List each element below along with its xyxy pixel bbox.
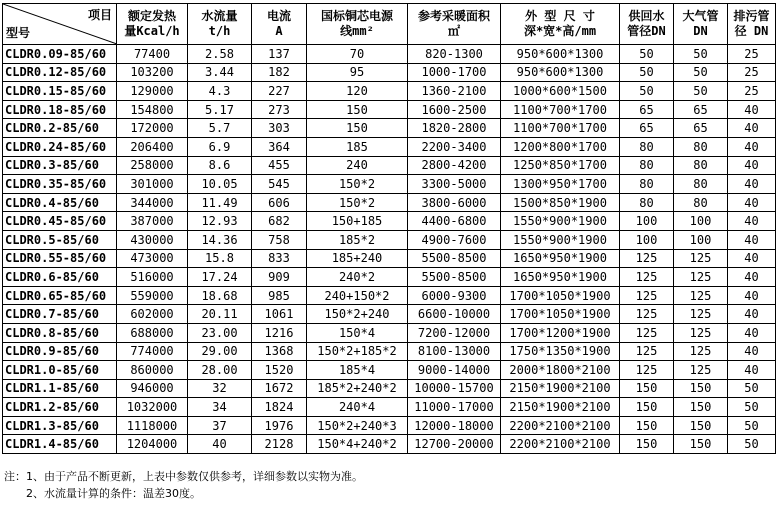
table-cell: 80 xyxy=(674,156,728,175)
table-cell: 1500*850*1900 xyxy=(501,193,620,212)
col-header-line: 国标铜芯电源 xyxy=(320,9,393,23)
table-row xyxy=(3,286,776,305)
col-header xyxy=(188,4,252,45)
table-cell: 820-1300 xyxy=(408,45,501,64)
table-cell: 25 xyxy=(728,63,776,82)
model-cell: CLDR0.24-85/60 xyxy=(3,137,117,156)
table-cell: 860000 xyxy=(117,361,188,380)
model-cell: CLDR1.2-85/60 xyxy=(3,398,117,417)
table-cell: 37 xyxy=(188,416,252,435)
model-cell: CLDR0.35-85/60 xyxy=(3,175,117,194)
table-cell: 40 xyxy=(728,175,776,194)
table-cell: 1118000 xyxy=(117,416,188,435)
table-cell: 5500-8500 xyxy=(408,249,501,268)
model-cell: CLDR0.45-85/60 xyxy=(3,212,117,231)
table-cell: 240 xyxy=(307,156,408,175)
table-cell: 150+185 xyxy=(307,212,408,231)
table-cell: 6.9 xyxy=(188,137,252,156)
table-cell: 125 xyxy=(674,361,728,380)
table-cell: 40 xyxy=(728,361,776,380)
model-cell: CLDR1.1-85/60 xyxy=(3,379,117,398)
table-cell: 50 xyxy=(728,398,776,417)
table-cell: 12.93 xyxy=(188,212,252,231)
table-cell: 10000-15700 xyxy=(408,379,501,398)
col-header-line: 线mm² xyxy=(340,24,374,38)
table-cell: 150 xyxy=(307,119,408,138)
table-cell: 946000 xyxy=(117,379,188,398)
table-cell: 150*2+240*3 xyxy=(307,416,408,435)
table-cell: 2200*2100*2100 xyxy=(501,416,620,435)
table-row xyxy=(3,63,776,82)
col-header-line: 大气管 xyxy=(682,9,719,23)
table-cell: 40 xyxy=(728,193,776,212)
table-cell: 80 xyxy=(620,156,674,175)
table-cell: 50 xyxy=(728,416,776,435)
col-header-line: 额定发热 xyxy=(127,9,176,23)
col-header-line: 供回水 xyxy=(628,9,665,23)
table-cell: 100 xyxy=(620,212,674,231)
model-cell: CLDR0.8-85/60 xyxy=(3,323,117,342)
table-row xyxy=(3,137,776,156)
col-header-line: A xyxy=(275,24,283,38)
table-cell: 185*2 xyxy=(307,230,408,249)
table-cell: 40 xyxy=(728,100,776,119)
table-cell: 1600-2500 xyxy=(408,100,501,119)
table-cell: 150 xyxy=(620,435,674,454)
table-cell: 559000 xyxy=(117,286,188,305)
table-cell: 430000 xyxy=(117,230,188,249)
table-cell: 50 xyxy=(728,379,776,398)
table-cell: 23.00 xyxy=(188,323,252,342)
table-cell: 5500-8500 xyxy=(408,268,501,287)
table-cell: 40 xyxy=(728,286,776,305)
table-cell: 100 xyxy=(674,230,728,249)
table-cell: 40 xyxy=(728,137,776,156)
table-cell: 40 xyxy=(188,435,252,454)
table-cell: 32 xyxy=(188,379,252,398)
col-header xyxy=(501,4,620,45)
model-cell: CLDR1.3-85/60 xyxy=(3,416,117,435)
table-cell: 40 xyxy=(728,249,776,268)
table-body xyxy=(3,45,776,454)
table-cell: 77400 xyxy=(117,45,188,64)
table-cell: 3.44 xyxy=(188,63,252,82)
table-cell: 240*2 xyxy=(307,268,408,287)
col-header-line: 深*宽*高/mm xyxy=(523,24,597,38)
model-cell: CLDR0.7-85/60 xyxy=(3,305,117,324)
table-cell: 80 xyxy=(674,137,728,156)
table-cell: 40 xyxy=(728,156,776,175)
table-row xyxy=(3,361,776,380)
table-cell: 387000 xyxy=(117,212,188,231)
table-row xyxy=(3,212,776,231)
table-cell: 1200*800*1700 xyxy=(501,137,620,156)
col-header-line: 管径DN xyxy=(627,24,666,38)
col-header-line: 径 DN xyxy=(734,24,769,38)
table-cell: 150 xyxy=(620,416,674,435)
table-cell: 1550*900*1900 xyxy=(501,212,620,231)
table-cell: 4400-6800 xyxy=(408,212,501,231)
col-header xyxy=(620,4,674,45)
table-cell: 150*2 xyxy=(307,175,408,194)
model-cell: CLDR0.6-85/60 xyxy=(3,268,117,287)
table-cell: 545 xyxy=(252,175,307,194)
table-cell: 40 xyxy=(728,305,776,324)
table-cell: 1216 xyxy=(252,323,307,342)
col-header-line: 外 型 尺 寸 xyxy=(525,9,595,23)
table-cell: 125 xyxy=(674,342,728,361)
table-row xyxy=(3,119,776,138)
table-row xyxy=(3,193,776,212)
model-cell: CLDR0.18-85/60 xyxy=(3,100,117,119)
table-cell: 5.7 xyxy=(188,119,252,138)
model-cell: CLDR1.4-85/60 xyxy=(3,435,117,454)
col-header-line: 排污管 xyxy=(733,9,770,23)
table-row xyxy=(3,82,776,101)
table-cell: 602000 xyxy=(117,305,188,324)
table-cell: 1000-1700 xyxy=(408,63,501,82)
table-cell: 273 xyxy=(252,100,307,119)
table-cell: 50 xyxy=(620,82,674,101)
col-header-line: 量Kcal/h xyxy=(124,24,180,38)
table-cell: 1700*1200*1900 xyxy=(501,323,620,342)
table-cell: 455 xyxy=(252,156,307,175)
table-cell: 125 xyxy=(620,342,674,361)
model-cell: CLDR0.65-85/60 xyxy=(3,286,117,305)
table-row xyxy=(3,342,776,361)
table-cell: 129000 xyxy=(117,82,188,101)
table-cell: 80 xyxy=(620,193,674,212)
table-cell: 29.00 xyxy=(188,342,252,361)
table-cell: 50 xyxy=(620,63,674,82)
table-cell: 182 xyxy=(252,63,307,82)
table-cell: 1250*850*1700 xyxy=(501,156,620,175)
table-cell: 40 xyxy=(728,230,776,249)
table-cell: 12000-18000 xyxy=(408,416,501,435)
table-cell: 150*2+185*2 xyxy=(307,342,408,361)
table-cell: 50 xyxy=(674,82,728,101)
col-header-line: ㎡ xyxy=(447,24,460,38)
table-cell: 950*600*1300 xyxy=(501,45,620,64)
model-label: 型号 xyxy=(6,26,31,40)
table-cell: 1820-2800 xyxy=(408,119,501,138)
table-cell: 185*2+240*2 xyxy=(307,379,408,398)
col-header xyxy=(674,4,728,45)
table-cell: 185*4 xyxy=(307,361,408,380)
table-cell: 185 xyxy=(307,137,408,156)
table-cell: 40 xyxy=(728,268,776,287)
table-cell: 80 xyxy=(674,193,728,212)
table-cell: 1550*900*1900 xyxy=(501,230,620,249)
table-cell: 258000 xyxy=(117,156,188,175)
table-cell: 1300*950*1700 xyxy=(501,175,620,194)
model-cell: CLDR0.2-85/60 xyxy=(3,119,117,138)
table-cell: 1520 xyxy=(252,361,307,380)
table-cell: 1100*700*1700 xyxy=(501,119,620,138)
table-cell: 150 xyxy=(674,398,728,417)
model-cell: CLDR0.15-85/60 xyxy=(3,82,117,101)
table-row xyxy=(3,416,776,435)
table-cell: 1061 xyxy=(252,305,307,324)
table-cell: 150 xyxy=(307,100,408,119)
table-cell: 40 xyxy=(728,323,776,342)
table-cell: 125 xyxy=(620,286,674,305)
table-cell: 4.3 xyxy=(188,82,252,101)
col-header-line: t/h xyxy=(208,24,231,38)
col-header xyxy=(408,4,501,45)
table-cell: 1204000 xyxy=(117,435,188,454)
table-cell: 70 xyxy=(307,45,408,64)
table-cell: 206400 xyxy=(117,137,188,156)
table-row xyxy=(3,323,776,342)
model-cell: CLDR0.09-85/60 xyxy=(3,45,117,64)
table-cell: 100 xyxy=(620,230,674,249)
table-cell: 15.8 xyxy=(188,249,252,268)
table-cell: 125 xyxy=(620,323,674,342)
table-cell: 9000-14000 xyxy=(408,361,501,380)
col-header-line: 电流 xyxy=(266,9,291,23)
table-cell: 1000*600*1500 xyxy=(501,82,620,101)
table-cell: 1360-2100 xyxy=(408,82,501,101)
table-cell: 516000 xyxy=(117,268,188,287)
table-cell: 473000 xyxy=(117,249,188,268)
table-cell: 1824 xyxy=(252,398,307,417)
notes xyxy=(4,468,363,502)
table-cell: 364 xyxy=(252,137,307,156)
model-cell: CLDR0.5-85/60 xyxy=(3,230,117,249)
table-row xyxy=(3,45,776,64)
table-cell: 909 xyxy=(252,268,307,287)
table-row xyxy=(3,379,776,398)
table-cell: 65 xyxy=(620,119,674,138)
table-cell: 7200-12000 xyxy=(408,323,501,342)
table-cell: 125 xyxy=(620,305,674,324)
table-cell: 125 xyxy=(674,286,728,305)
table-cell: 3800-6000 xyxy=(408,193,501,212)
table-cell: 1100*700*1700 xyxy=(501,100,620,119)
note-line-2: 2、水流量计算的条件：温差30度。 xyxy=(26,487,201,500)
table-row xyxy=(3,398,776,417)
table-cell: 1650*950*1900 xyxy=(501,268,620,287)
table-cell: 150 xyxy=(674,416,728,435)
table-cell: 80 xyxy=(620,137,674,156)
table-cell: 125 xyxy=(620,361,674,380)
table-cell: 1368 xyxy=(252,342,307,361)
table-cell: 17.24 xyxy=(188,268,252,287)
table-cell: 50 xyxy=(674,63,728,82)
spec-table xyxy=(2,3,776,454)
table-cell: 150 xyxy=(674,379,728,398)
item-label: 项目 xyxy=(87,8,112,22)
table-cell: 6000-9300 xyxy=(408,286,501,305)
table-cell: 125 xyxy=(620,249,674,268)
table-row xyxy=(3,230,776,249)
col-header-line: 水流量 xyxy=(201,9,238,23)
table-cell: 688000 xyxy=(117,323,188,342)
table-cell: 2200-3400 xyxy=(408,137,501,156)
table-cell: 2200*2100*2100 xyxy=(501,435,620,454)
table-cell: 2000*1800*2100 xyxy=(501,361,620,380)
table-cell: 150 xyxy=(674,435,728,454)
table-cell: 25 xyxy=(728,82,776,101)
table-cell: 150*2 xyxy=(307,193,408,212)
table-cell: 14.36 xyxy=(188,230,252,249)
table-cell: 125 xyxy=(674,305,728,324)
table-cell: 150*4 xyxy=(307,323,408,342)
table-cell: 50 xyxy=(728,435,776,454)
table-cell: 240*4 xyxy=(307,398,408,417)
header-model-item-cell xyxy=(3,4,117,45)
table-cell: 137 xyxy=(252,45,307,64)
table-cell: 103200 xyxy=(117,63,188,82)
table-cell: 185+240 xyxy=(307,249,408,268)
table-cell: 682 xyxy=(252,212,307,231)
table-cell: 12700-20000 xyxy=(408,435,501,454)
col-header xyxy=(728,4,776,45)
table-cell: 25 xyxy=(728,45,776,64)
table-cell: 950*600*1300 xyxy=(501,63,620,82)
table-cell: 833 xyxy=(252,249,307,268)
table-cell: 65 xyxy=(620,100,674,119)
table-cell: 50 xyxy=(620,45,674,64)
table-cell: 28.00 xyxy=(188,361,252,380)
table-cell: 1032000 xyxy=(117,398,188,417)
table-cell: 125 xyxy=(674,268,728,287)
table-cell: 1700*1050*1900 xyxy=(501,305,620,324)
table-cell: 40 xyxy=(728,212,776,231)
table-cell: 154800 xyxy=(117,100,188,119)
col-header xyxy=(117,4,188,45)
table-cell: 2150*1900*2100 xyxy=(501,379,620,398)
col-header-line: DN xyxy=(693,24,708,38)
table-row xyxy=(3,100,776,119)
model-cell: CLDR0.4-85/60 xyxy=(3,193,117,212)
table-cell: 2800-4200 xyxy=(408,156,501,175)
table-cell: 2150*1900*2100 xyxy=(501,398,620,417)
table-cell: 774000 xyxy=(117,342,188,361)
model-cell: CLDR0.55-85/60 xyxy=(3,249,117,268)
col-header xyxy=(252,4,307,45)
table-cell: 8100-13000 xyxy=(408,342,501,361)
table-cell: 8.6 xyxy=(188,156,252,175)
table-cell: 150 xyxy=(620,398,674,417)
table-cell: 65 xyxy=(674,100,728,119)
table-cell: 758 xyxy=(252,230,307,249)
table-cell: 80 xyxy=(674,175,728,194)
table-cell: 1650*950*1900 xyxy=(501,249,620,268)
table-cell: 5.17 xyxy=(188,100,252,119)
table-cell: 20.11 xyxy=(188,305,252,324)
table-cell: 985 xyxy=(252,286,307,305)
table-cell: 18.68 xyxy=(188,286,252,305)
table-cell: 227 xyxy=(252,82,307,101)
table-cell: 150 xyxy=(620,379,674,398)
table-cell: 125 xyxy=(674,249,728,268)
header-row xyxy=(3,4,776,45)
table-cell: 303 xyxy=(252,119,307,138)
table-cell: 1750*1350*1900 xyxy=(501,342,620,361)
model-cell: CLDR1.0-85/60 xyxy=(3,361,117,380)
col-header xyxy=(307,4,408,45)
table-cell: 4900-7600 xyxy=(408,230,501,249)
table-cell: 606 xyxy=(252,193,307,212)
table-cell: 6600-10000 xyxy=(408,305,501,324)
table-cell: 1976 xyxy=(252,416,307,435)
table-cell: 11.49 xyxy=(188,193,252,212)
table-cell: 172000 xyxy=(117,119,188,138)
table-cell: 40 xyxy=(728,119,776,138)
table-cell: 100 xyxy=(674,212,728,231)
model-cell: CLDR0.3-85/60 xyxy=(3,156,117,175)
table-row xyxy=(3,305,776,324)
table-row xyxy=(3,175,776,194)
table-cell: 2.58 xyxy=(188,45,252,64)
table-cell: 11000-17000 xyxy=(408,398,501,417)
table-cell: 125 xyxy=(674,323,728,342)
table-cell: 95 xyxy=(307,63,408,82)
table-cell: 65 xyxy=(674,119,728,138)
table-cell: 150*2+240 xyxy=(307,305,408,324)
table-cell: 10.05 xyxy=(188,175,252,194)
col-header-line: 参考采暖面积 xyxy=(417,9,490,23)
table-cell: 1672 xyxy=(252,379,307,398)
table-cell: 1700*1050*1900 xyxy=(501,286,620,305)
table-row xyxy=(3,156,776,175)
table-cell: 344000 xyxy=(117,193,188,212)
table-cell: 80 xyxy=(620,175,674,194)
table-row xyxy=(3,249,776,268)
model-cell: CLDR0.12-85/60 xyxy=(3,63,117,82)
model-cell: CLDR0.9-85/60 xyxy=(3,342,117,361)
table-cell: 240+150*2 xyxy=(307,286,408,305)
table-cell: 125 xyxy=(620,268,674,287)
note-line-1: 注：1、由于产品不断更新，上表中参数仅供参考，详细参数以实物为准。 xyxy=(4,470,363,483)
table-cell: 34 xyxy=(188,398,252,417)
table-row xyxy=(3,435,776,454)
table-cell: 120 xyxy=(307,82,408,101)
table-cell: 301000 xyxy=(117,175,188,194)
table-cell: 2128 xyxy=(252,435,307,454)
table-cell: 3300-5000 xyxy=(408,175,501,194)
table-cell: 40 xyxy=(728,342,776,361)
table-row xyxy=(3,268,776,287)
table-cell: 50 xyxy=(674,45,728,64)
table-cell: 150*4+240*2 xyxy=(307,435,408,454)
